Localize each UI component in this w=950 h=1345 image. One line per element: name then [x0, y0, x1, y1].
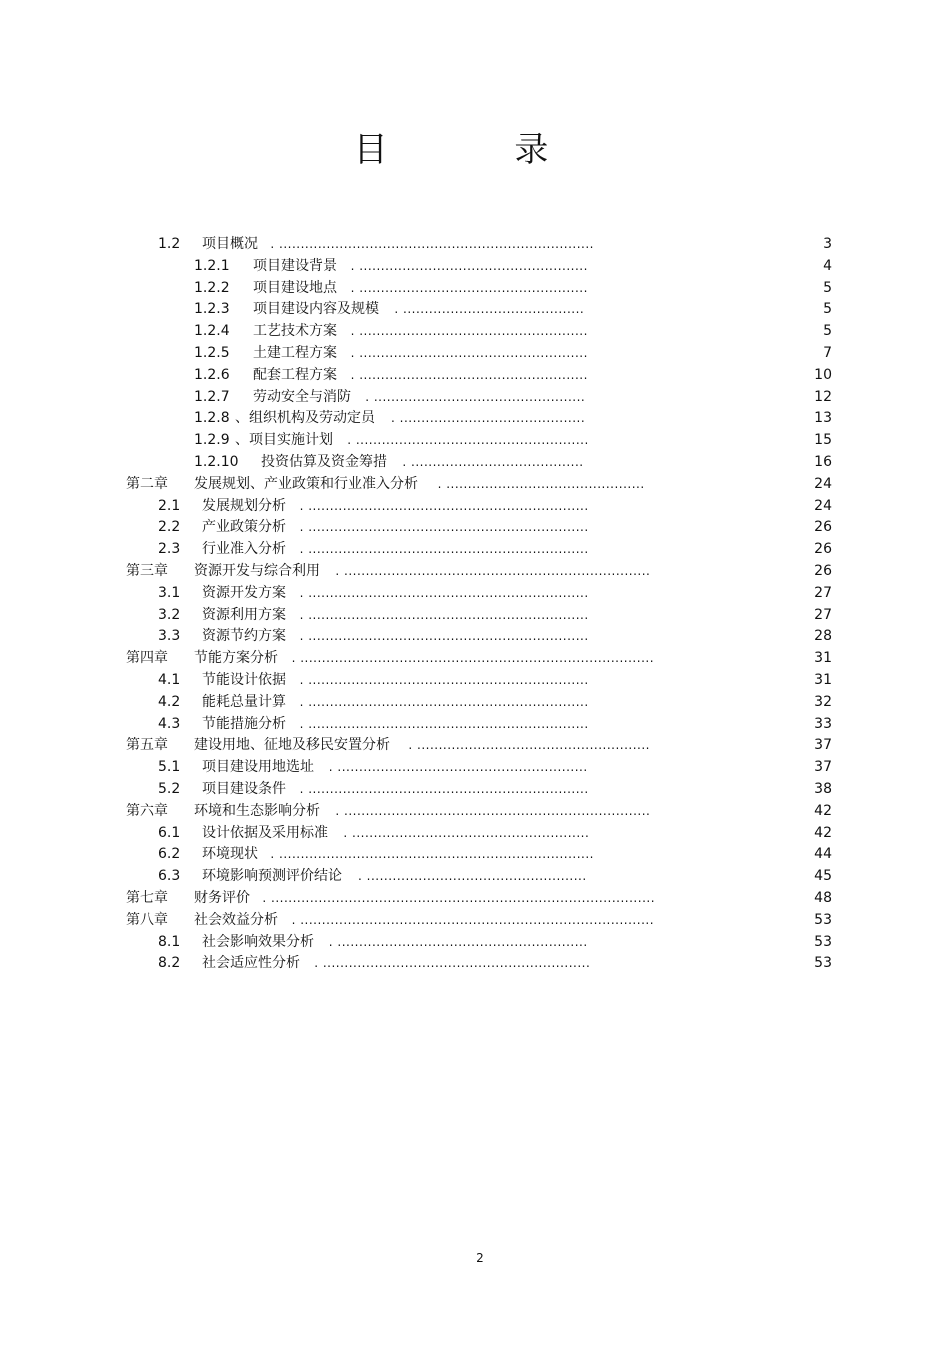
toc-leader-dots: . ..................................................................................	[291, 912, 655, 927]
toc-entry-page: 3	[823, 236, 832, 252]
toc-entry-number: 3.3	[158, 628, 181, 645]
toc-leader-dots: . .....................................................	[350, 346, 588, 360]
toc-entry[interactable]	[0, 626, 950, 646]
toc-leader-dots: . .......................................................	[343, 825, 590, 840]
toc-entry-number: 第四章	[126, 650, 168, 667]
toc-entry[interactable]	[0, 365, 950, 385]
toc-entry-page: 5	[823, 279, 832, 296]
toc-entry-title: 资源节约方案	[202, 628, 286, 645]
toc-entry-page: 10	[814, 366, 832, 383]
toc-entry[interactable]	[0, 932, 950, 952]
toc-entry-number: 4.2	[158, 693, 181, 710]
toc-leader-dots: . .................................................................	[299, 607, 589, 622]
toc-entry-title: 项目建设地点	[253, 279, 337, 296]
toc-entry-page: 28	[814, 628, 832, 645]
toc-entry[interactable]	[0, 888, 950, 908]
toc-entry-title: 环境和生态影响分析	[194, 802, 320, 819]
toc-entry-title: 社会适应性分析	[202, 955, 300, 972]
toc-entry-number: 1.2.8	[194, 410, 230, 427]
toc-entry-page: 27	[814, 584, 832, 601]
toc-leader-dots: . .................................................................	[299, 782, 589, 796]
toc-entry[interactable]	[0, 474, 950, 494]
toc-entry-page: 42	[814, 802, 832, 819]
toc-entry-number: 1.2.7	[194, 388, 230, 405]
toc-entry[interactable]	[0, 539, 950, 559]
toc-entry-title: 项目建设条件	[202, 781, 286, 797]
toc-leader-dots: . .................................................................	[299, 694, 589, 709]
toc-entry-page: 26	[814, 519, 832, 536]
toc-entry-number: 2.1	[158, 497, 181, 514]
toc-entry-title: 产业政策分析	[202, 519, 286, 536]
page-number: 2	[476, 1251, 484, 1265]
toc-leader-dots: . .................................................................	[299, 498, 589, 513]
toc-entry-number: 2.2	[158, 519, 181, 536]
toc-entry-page: 26	[814, 563, 832, 579]
toc-entry-number: 1.2	[158, 236, 181, 252]
toc-entry-page: 53	[814, 955, 832, 972]
toc-entry-title: 节能设计依据	[202, 672, 286, 688]
toc-entry-page: 31	[814, 672, 832, 688]
toc-entry-page: 48	[814, 890, 832, 906]
toc-leader-dots: . .......................................................................	[335, 803, 651, 818]
toc-leader-dots: . ...........................................	[391, 411, 586, 426]
toc-leader-dots: . ........................................	[402, 455, 584, 469]
toc-leader-dots: . ......................................................	[408, 738, 650, 753]
toc-entry-page: 27	[814, 606, 832, 623]
toc-entry-page: 13	[814, 410, 832, 427]
toc-entry-page: 24	[814, 475, 832, 492]
toc-entry-title: 节能方案分析	[194, 650, 278, 667]
toc-entry-number: 6.2	[158, 846, 181, 863]
toc-entry-number: 2.3	[158, 541, 181, 558]
toc-entry[interactable]	[0, 866, 950, 886]
toc-leader-dots: . .........................................................................	[270, 237, 594, 251]
toc-entry-title: 行业准入分析	[202, 541, 286, 558]
toc-entry[interactable]	[0, 910, 950, 930]
toc-entry-number: 1.2.10	[194, 454, 239, 470]
toc-entry-number: 1.2.5	[194, 345, 230, 361]
toc-entry[interactable]	[0, 496, 950, 516]
toc-leader-dots: . .................................................................	[299, 629, 589, 644]
toc-entry-number: 第五章	[126, 737, 168, 754]
toc-entry-title: 环境现状	[202, 846, 258, 863]
toc-leader-dots: . ..........................................................	[328, 934, 588, 949]
toc-entry-number: 第六章	[126, 802, 168, 819]
toc-entry-title: 、组织机构及劳动定员	[235, 410, 375, 427]
toc-leader-dots: . .........................................................................	[270, 847, 594, 862]
toc-entry[interactable]	[0, 278, 950, 298]
toc-leader-dots: . ...................................................	[358, 869, 587, 884]
toc-entry-number: 1.2.6	[194, 366, 230, 383]
toc-entry[interactable]	[0, 299, 950, 319]
toc-entry[interactable]	[0, 714, 950, 734]
toc-entry-number: 3.2	[158, 606, 181, 623]
toc-entry-title: 财务评价	[194, 890, 250, 906]
toc-entry-title: 投资估算及资金筹措	[261, 454, 387, 470]
page-title: 目 录	[353, 130, 607, 170]
toc-entry-page: 37	[814, 759, 832, 776]
toc-entry-number: 6.3	[158, 868, 181, 885]
toc-entry[interactable]	[0, 823, 950, 843]
toc-leader-dots: . .........................................................................................	[262, 891, 656, 905]
toc-entry-title: 、项目实施计划	[235, 432, 333, 449]
toc-leader-dots: . ..........................................	[394, 302, 585, 317]
toc-entry-title: 项目概况	[202, 236, 258, 252]
toc-entry[interactable]	[0, 387, 950, 407]
toc-entry-number: 第三章	[126, 563, 168, 579]
toc-leader-dots: . ..............................................	[437, 476, 645, 491]
toc-entry[interactable]	[0, 692, 950, 712]
toc-entry-number: 1.2.9	[194, 432, 230, 449]
toc-entry[interactable]	[0, 234, 950, 254]
toc-entry-title: 节能措施分析	[202, 715, 286, 732]
toc-leader-dots: . .......................................................................	[335, 564, 651, 578]
toc-entry-title: 资源开发方案	[202, 584, 286, 601]
toc-entry-number: 第七章	[126, 890, 168, 906]
toc-entry[interactable]	[0, 561, 950, 581]
toc-entry[interactable]	[0, 452, 950, 472]
toc-entry[interactable]	[0, 430, 950, 450]
toc-entry-title: 劳动安全与消防	[253, 388, 351, 405]
toc-entry-title: 项目建设内容及规模	[253, 301, 379, 318]
toc-leader-dots: . .................................................................	[299, 542, 589, 557]
toc-entry-page: 42	[814, 824, 832, 841]
toc-entry-page: 4	[823, 257, 832, 274]
toc-entry-title: 资源开发与综合利用	[194, 563, 320, 579]
toc-entry-page: 53	[814, 911, 832, 928]
toc-entry-page: 26	[814, 541, 832, 558]
toc-entry[interactable]	[0, 321, 950, 341]
toc-entry-number: 1.2.2	[194, 279, 230, 296]
toc-entry-page: 24	[814, 497, 832, 514]
toc-entry-number: 1.2.3	[194, 301, 230, 318]
toc-entry-page: 31	[814, 650, 832, 667]
toc-entry-number: 5.1	[158, 759, 181, 776]
toc-leader-dots: . ..........................................................	[328, 760, 588, 775]
toc-entry-title: 发展规划分析	[202, 497, 286, 514]
toc-leader-dots: . .....................................................	[350, 280, 588, 295]
toc-entry[interactable]	[0, 953, 950, 973]
toc-entry[interactable]	[0, 844, 950, 864]
toc-entry-page: 45	[814, 868, 832, 885]
toc-entry-title: 资源利用方案	[202, 606, 286, 623]
toc-entry-page: 15	[814, 432, 832, 449]
toc-entry-page: 38	[814, 781, 832, 797]
toc-entry-title: 设计依据及采用标准	[202, 824, 328, 841]
toc-entry-title: 土建工程方案	[253, 345, 337, 361]
toc-entry-title: 社会效益分析	[194, 911, 278, 928]
toc-entry-number: 1.2.4	[194, 323, 230, 340]
toc-entry[interactable]	[0, 648, 950, 668]
toc-entry[interactable]	[0, 757, 950, 777]
toc-entry-number: 6.1	[158, 824, 181, 841]
toc-entry[interactable]	[0, 517, 950, 537]
toc-entry-page: 53	[814, 933, 832, 950]
toc-entry-page: 37	[814, 737, 832, 754]
toc-entry-title: 配套工程方案	[253, 366, 337, 383]
toc-entry-title: 建设用地、征地及移民安置分析	[194, 737, 390, 754]
toc-entry-title: 项目建设用地选址	[202, 759, 314, 776]
toc-entry[interactable]	[0, 343, 950, 363]
toc-entry[interactable]	[0, 670, 950, 690]
toc-entry-page: 7	[823, 345, 832, 361]
toc-leader-dots: . .....................................................	[350, 367, 588, 382]
toc-leader-dots: . .................................................................	[299, 673, 589, 687]
toc-entry-page: 44	[814, 846, 832, 863]
toc-entry-title: 社会影响效果分析	[202, 933, 314, 950]
toc-entry-page: 5	[823, 301, 832, 318]
toc-entry-number: 8.2	[158, 955, 181, 972]
toc-leader-dots: . ..................................................................................	[291, 651, 655, 666]
toc-entry-page: 5	[823, 323, 832, 340]
toc-entry-number: 第八章	[126, 911, 168, 928]
toc-leader-dots: . .................................................................	[299, 520, 589, 535]
toc-leader-dots: . .....................................................	[350, 324, 588, 339]
toc-entry[interactable]	[0, 801, 950, 821]
toc-entry-title: 工艺技术方案	[253, 323, 337, 340]
toc-entry-number: 3.1	[158, 584, 181, 601]
toc-entry[interactable]	[0, 408, 950, 428]
toc-entry-title: 发展规划、产业政策和行业准入分析	[194, 475, 418, 492]
toc-leader-dots: . .................................................	[365, 389, 586, 404]
toc-entry[interactable]	[0, 583, 950, 603]
toc-leader-dots: . .................................................................	[299, 585, 589, 600]
toc-entry-number: 1.2.1	[194, 257, 230, 274]
toc-entry-page: 33	[814, 715, 832, 732]
toc-entry-page: 16	[814, 454, 832, 470]
toc-entry-title: 环境影响预测评价结论	[202, 868, 342, 885]
toc-entry[interactable]	[0, 605, 950, 625]
toc-entry[interactable]	[0, 779, 950, 799]
toc-entry[interactable]	[0, 256, 950, 276]
toc-entry-number: 4.3	[158, 715, 181, 732]
toc-entry-page: 12	[814, 388, 832, 405]
toc-leader-dots: . .................................................................	[299, 716, 589, 731]
toc-leader-dots: . ..............................................................	[314, 956, 591, 971]
toc-leader-dots: . .....................................................	[350, 258, 588, 273]
toc-entry-number: 8.1	[158, 933, 181, 950]
toc-entry-number: 第二章	[126, 475, 168, 492]
toc-entry-number: 5.2	[158, 781, 181, 797]
toc-entry[interactable]	[0, 735, 950, 755]
toc-entry-title: 项目建设背景	[253, 257, 337, 274]
toc-leader-dots: . ......................................................	[347, 433, 589, 448]
toc-entry-page: 32	[814, 693, 832, 710]
toc-entry-title: 能耗总量计算	[202, 693, 286, 710]
toc-entry-number: 4.1	[158, 672, 181, 688]
